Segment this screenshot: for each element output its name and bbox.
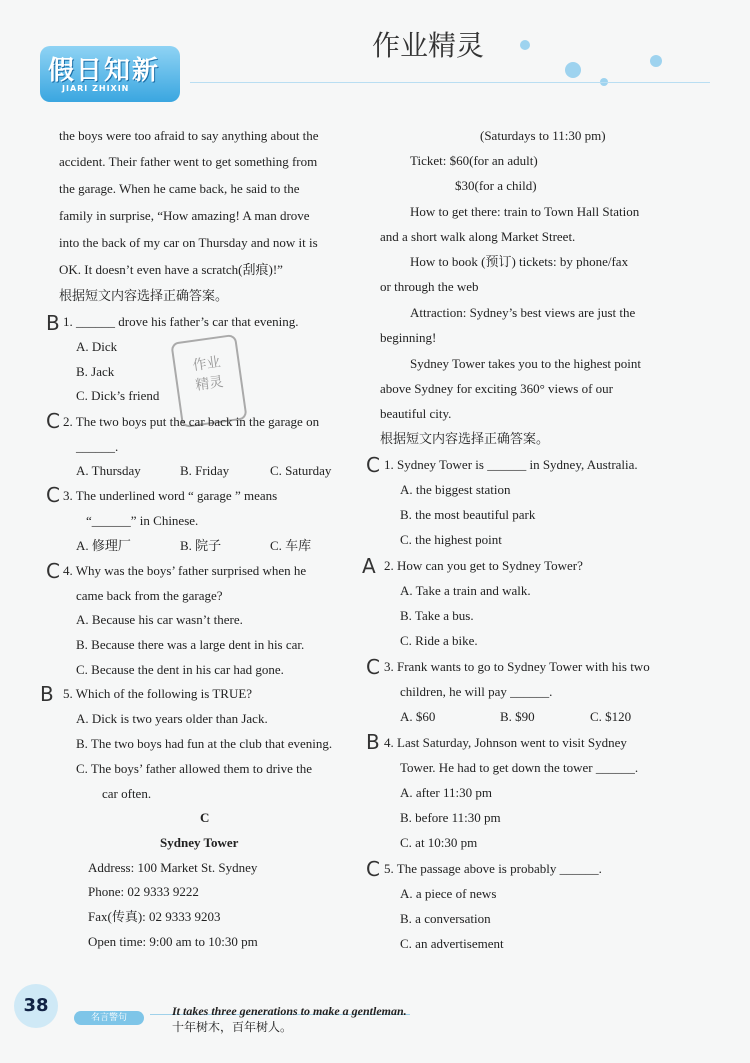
option: C. the highest point (400, 532, 502, 547)
question-stem: 2. How can you get to Sydney Tower? (384, 558, 583, 573)
right-line: $30(for a child) (455, 178, 537, 193)
right-line: Sydney Tower takes you to the highest point (410, 356, 642, 371)
question-stem: 1. ______ drove his father’s car that evening. (63, 314, 299, 329)
answer-mark: B (366, 730, 380, 754)
answer-mark: C (46, 559, 60, 583)
quote-cn: 十年树木，百年树人。 (172, 1020, 293, 1034)
option-continued: car often. (102, 786, 152, 801)
option: C. $120 (590, 709, 632, 724)
question-stem: 3. The underlined word “ garage ” means (63, 488, 278, 503)
left-instruction: 根据短文内容选择正确答案。 (59, 288, 229, 303)
option: B. Friday (180, 463, 230, 478)
question-stem: Tower. He had to get down the tower ______. (400, 760, 639, 775)
right-line: How to book (预订) tickets: by phone/fax (410, 254, 629, 269)
option: B. $90 (500, 709, 535, 724)
logo-sub: JIARI ZHIXIN (62, 84, 130, 93)
question-stem: 1. Sydney Tower is ______ in Sydney, Australia. (384, 457, 638, 472)
right-line: beginning! (380, 330, 437, 345)
left-line: accident. Their father went to get something from (59, 154, 318, 169)
left-line: family in surprise, “How amazing! A man drove (59, 208, 310, 223)
right-line: beautiful city. (380, 406, 452, 421)
info-line: Fax(传真): 02 9333 9203 (88, 909, 221, 924)
option: A. the biggest station (400, 482, 511, 497)
option: A. after 11:30 pm (400, 785, 492, 800)
handwritten-title: 作业精灵 (372, 29, 485, 62)
option: B. 院子 (180, 538, 222, 553)
answer-mark: B (46, 311, 60, 335)
option: B. Jack (76, 364, 115, 379)
left-line: the boys were too afraid to say anything about the (59, 128, 319, 143)
question-stem: came back from the garage? (76, 588, 223, 603)
logo (40, 46, 180, 102)
answer-mark: C (366, 655, 380, 679)
question-stem: ______. (76, 439, 119, 454)
question-stem: 4. Why was the boys’ father surprised when he (63, 563, 307, 578)
answer-mark: C (46, 409, 60, 433)
right-line: Ticket: $60(for an adult) (410, 153, 538, 168)
question-stem: 2. The two boys put the car back in the garage on (63, 414, 320, 429)
question-stem: 5. Which of the following is TRUE? (63, 686, 253, 701)
stamp-text: 精灵 (194, 374, 225, 394)
quote-tag: 名言警句 (74, 1011, 144, 1025)
option: A. Dick (76, 339, 118, 354)
option: C. Ride a bike. (400, 633, 478, 648)
option: B. Because there was a large dent in his car. (76, 637, 305, 652)
right-line: above Sydney for exciting 360° views of our (380, 381, 614, 396)
option: B. the most beautiful park (400, 507, 536, 522)
option: C. an advertisement (400, 936, 504, 951)
option: C. Dick’s friend (76, 388, 160, 403)
info-line: Open time: 9:00 am to 10:30 pm (88, 934, 258, 949)
answer-mark: C (366, 857, 380, 881)
decor-bubble (650, 55, 662, 67)
option: A. a piece of news (400, 886, 497, 901)
question-stem: 5. The passage above is probably ______. (384, 861, 602, 876)
question-stem: children, he will pay ______. (400, 684, 553, 699)
option: A. Dick is two years older than Jack. (76, 711, 268, 726)
option: B. Take a bus. (400, 608, 474, 623)
info-line: Address: 100 Market St. Sydney (88, 860, 258, 875)
right-line: How to get there: train to Town Hall Station (410, 204, 640, 219)
question-stem: “______” in Chinese. (86, 513, 199, 528)
quote-en: It takes three generations to make a gentleman. (172, 1004, 407, 1018)
option: C. The boys’ father allowed them to drive the (76, 761, 312, 776)
right-instruction: 根据短文内容选择正确答案。 (380, 431, 550, 446)
right-line: (Saturdays to 11:30 pm) (480, 128, 606, 143)
left-line: the garage. When he came back, he said to the (59, 181, 300, 196)
right-line: Attraction: Sydney’s best views are just the (410, 305, 636, 320)
option: A. Take a train and walk. (400, 583, 531, 598)
option: B. before 11:30 pm (400, 810, 501, 825)
info-line: Phone: 02 9333 9222 (88, 884, 199, 899)
option: B. The two boys had fun at the club that evening. (76, 736, 333, 751)
option: C. at 10:30 pm (400, 835, 478, 850)
decor-bubble (565, 62, 581, 78)
option: A. Because his car wasn’t there. (76, 612, 243, 627)
decor-bubble (520, 40, 530, 50)
answer-mark: B (40, 682, 54, 706)
logo-main: 假日知新 (48, 56, 161, 86)
section-title: Sydney Tower (160, 835, 239, 850)
left-line: into the back of my car on Thursday and now it is (59, 235, 318, 250)
option: C. Because the dent in his car had gone. (76, 662, 284, 677)
answer-mark: A (362, 554, 376, 578)
answer-mark: C (46, 483, 60, 507)
option: C. Saturday (270, 463, 332, 478)
left-line: OK. It doesn’t even have a scratch(刮痕)!” (59, 262, 283, 277)
question-stem: 3. Frank wants to go to Sydney Tower with his two (384, 659, 650, 674)
option: A. 修理厂 (76, 538, 131, 553)
header-line (190, 82, 710, 83)
stamp-text: 作业 (191, 354, 222, 375)
answer-mark: C (366, 453, 380, 477)
page-number: 38 (14, 984, 58, 1028)
right-line: and a short walk along Market Street. (380, 229, 576, 244)
option: B. a conversation (400, 911, 491, 926)
option: C. 车库 (270, 538, 312, 553)
option: A. Thursday (76, 463, 141, 478)
section-letter: C (200, 810, 210, 825)
option: A. $60 (400, 709, 436, 724)
question-stem: 4. Last Saturday, Johnson went to visit Sydney (384, 735, 627, 750)
right-line: or through the web (380, 279, 479, 294)
